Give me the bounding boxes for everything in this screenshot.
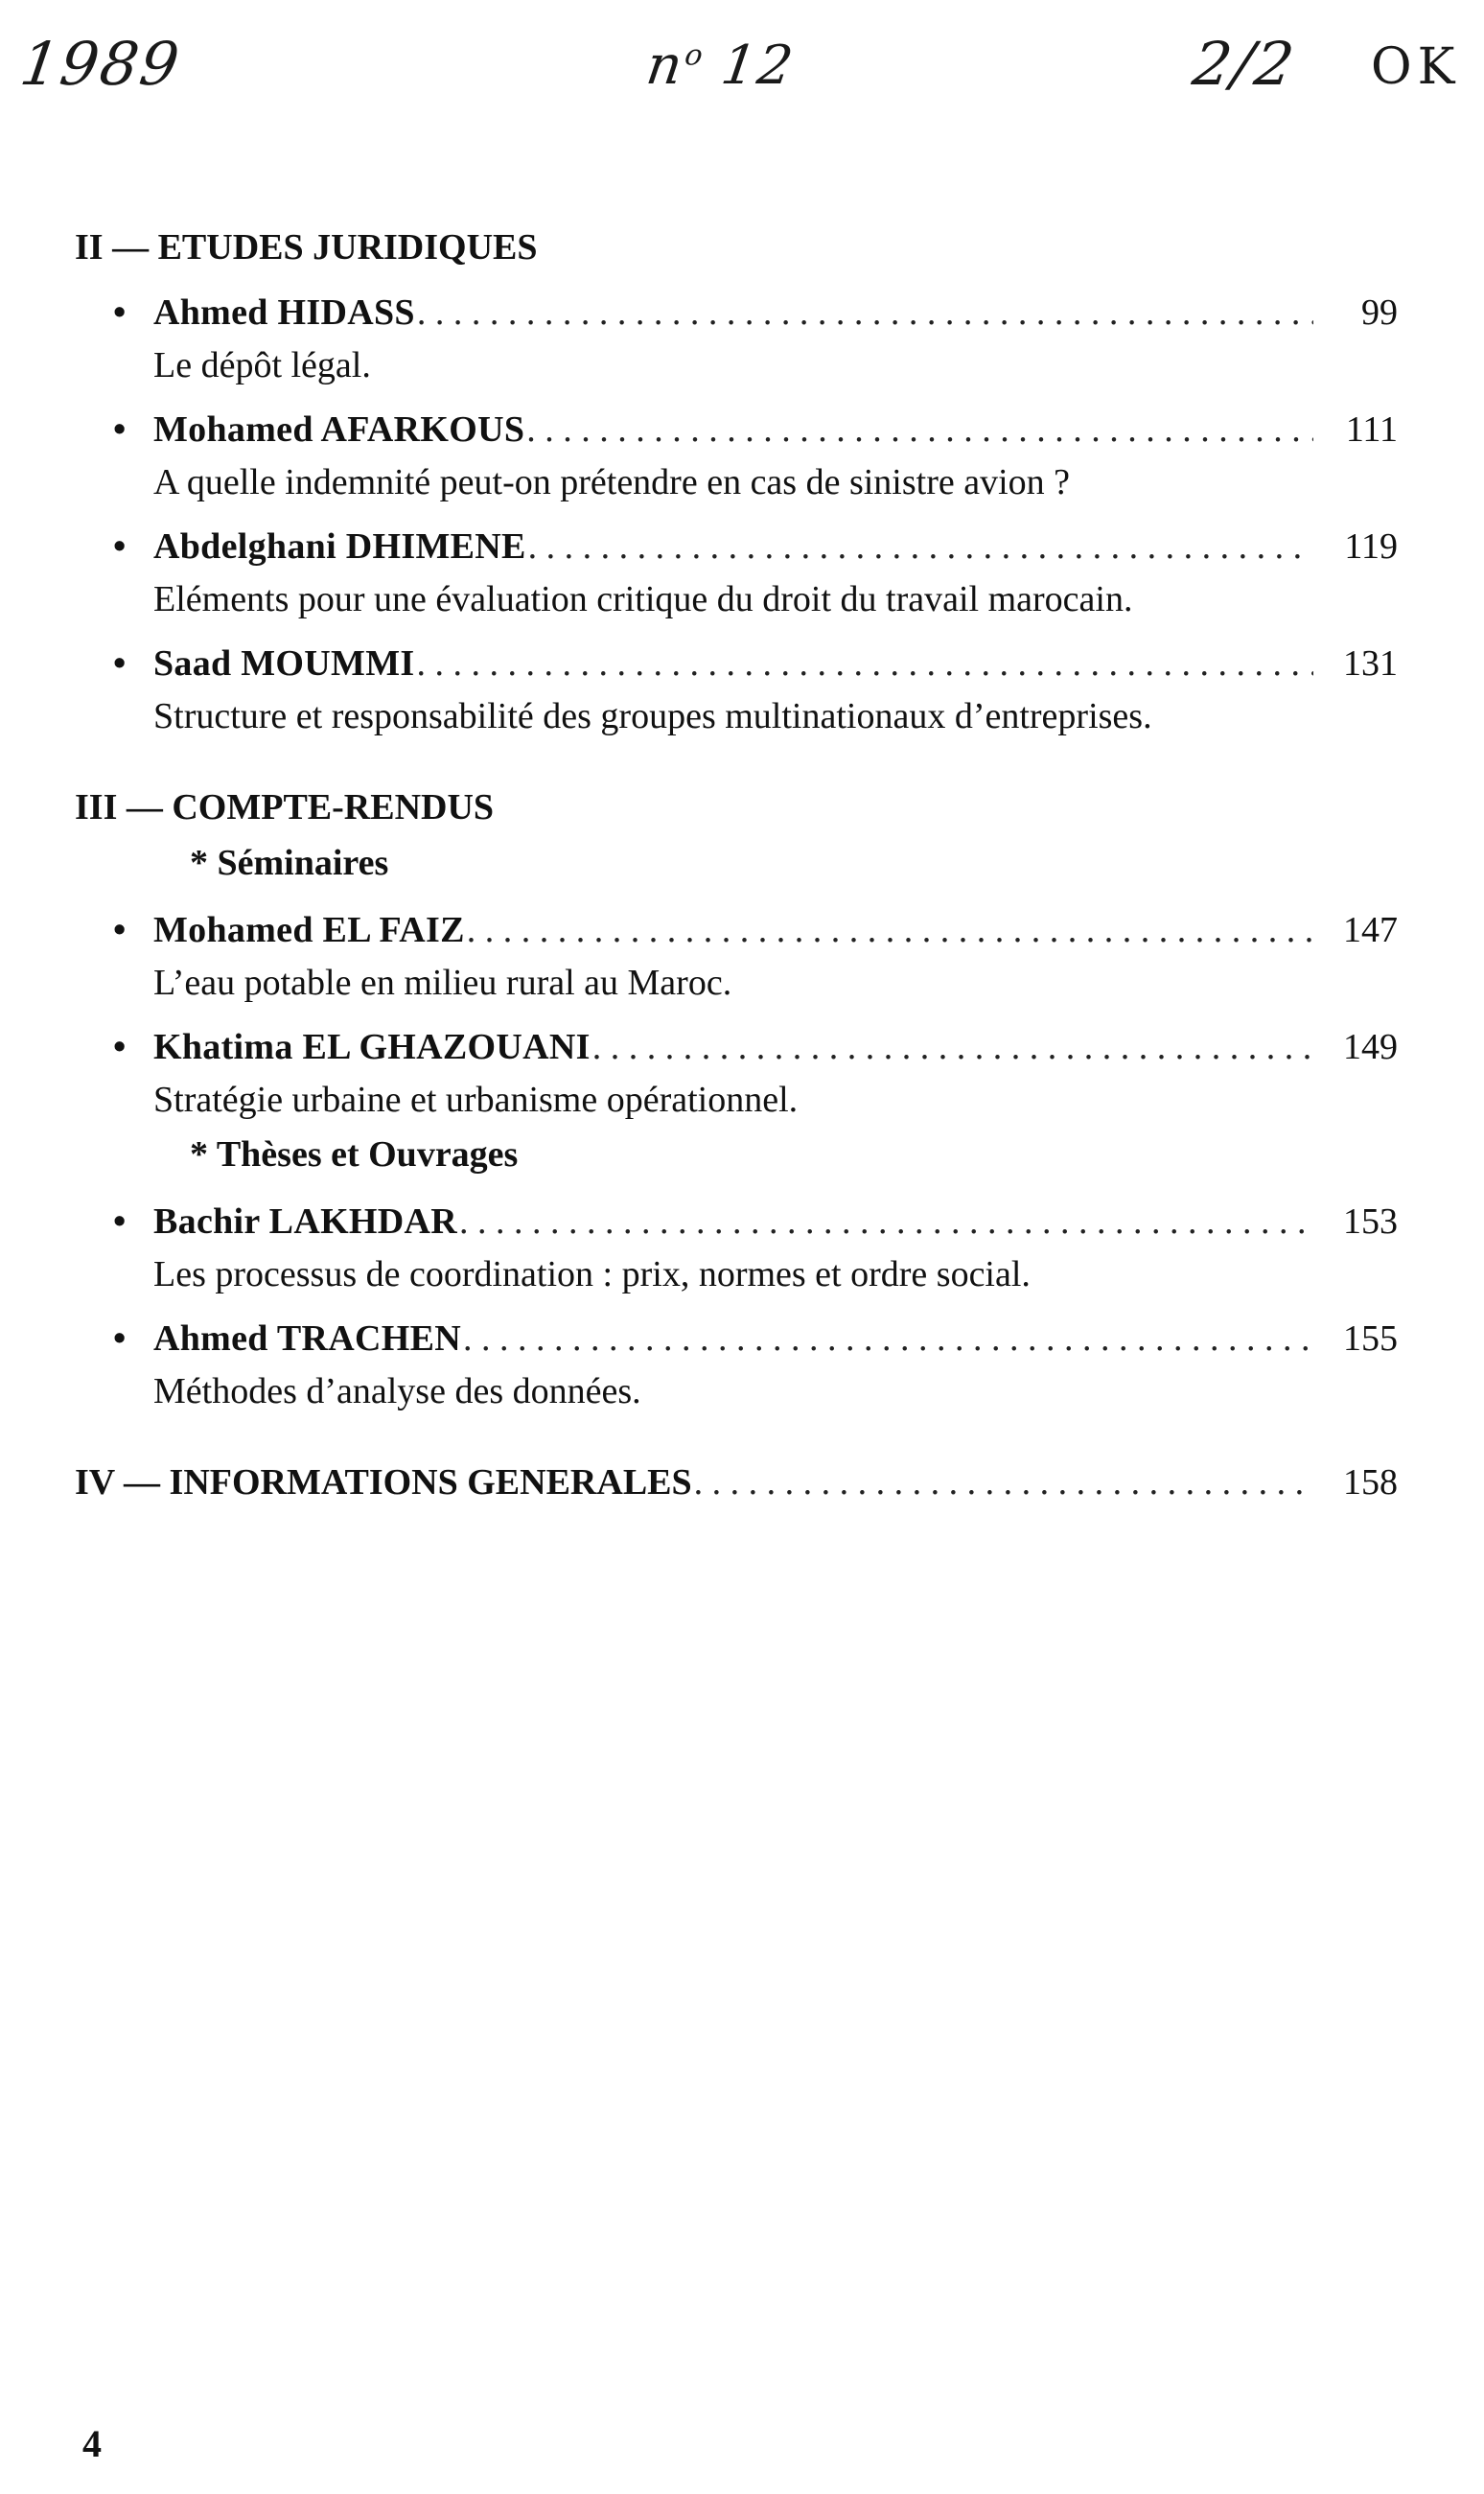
dot-leader — [417, 286, 1313, 339]
handwritten-issue-number — [642, 35, 798, 97]
bullet-icon: • — [113, 910, 127, 950]
handwritten-issue-sup: o — [683, 38, 707, 73]
bullet-icon: • — [113, 1318, 127, 1359]
dot-leader — [416, 637, 1313, 690]
entry-author: Khatima EL GHAZOUANI — [153, 1027, 591, 1067]
bullet-icon: • — [113, 409, 127, 450]
entry-description: Stratégie urbaine et urbanisme opérationnel. — [153, 1080, 799, 1120]
entry-author: Mohamed AFARKOUS — [153, 409, 525, 450]
entry-page: 155 — [1343, 1318, 1398, 1359]
entry-page: 119 — [1344, 526, 1398, 567]
entry-page: 131 — [1343, 643, 1398, 684]
dot-leader — [467, 903, 1313, 957]
dot-leader — [592, 1020, 1313, 1074]
subheading-seminaires: * Séminaires — [190, 843, 389, 883]
section-title-compte-rendus: III — COMPTE-RENDUS — [75, 787, 495, 827]
toc-entry — [75, 286, 1398, 391]
table-of-contents — [75, 221, 1398, 1509]
entry-author: Mohamed EL FAIZ — [153, 910, 465, 950]
entry-page: 99 — [1361, 292, 1398, 333]
dot-leader — [459, 1195, 1313, 1248]
bullet-icon: • — [113, 643, 127, 684]
entry-author: Ahmed TRACHEN — [153, 1318, 461, 1359]
section-title-etudes-juridiques: II — ETUDES JURIDIQUES — [75, 227, 538, 268]
toc-entry — [75, 1195, 1398, 1300]
section-informations-generales — [75, 1456, 1398, 1509]
dot-leader — [463, 1312, 1313, 1365]
toc-entry — [75, 637, 1398, 742]
entry-page: 158 — [1343, 1462, 1398, 1503]
bullet-icon: • — [113, 1027, 127, 1067]
handwritten-issue-prefix: n — [642, 35, 688, 97]
dot-leader — [528, 520, 1313, 573]
entry-page: 153 — [1343, 1201, 1398, 1242]
entry-description: Méthodes d’analyse des données. — [153, 1371, 641, 1411]
toc-entry — [75, 1020, 1398, 1126]
bullet-icon: • — [113, 526, 127, 567]
toc-entry — [75, 520, 1398, 625]
entry-description: A quelle indemnité peut-on prétendre en cas de sinistre avion ? — [153, 462, 1071, 502]
subheading-theses-ouvrages: * Thèses et Ouvrages — [190, 1134, 519, 1175]
entry-author: Abdelghani DHIMENE — [153, 526, 526, 567]
toc-entry — [75, 403, 1398, 508]
page-number: 4 — [82, 2422, 102, 2465]
entry-description: L’eau potable en milieu rural au Maroc. — [153, 963, 732, 1003]
entry-author: Ahmed HIDASS — [153, 292, 415, 333]
handwritten-ok: OK — [1371, 38, 1461, 96]
entry-description: Les processus de coordination : prix, normes et ordre social. — [153, 1254, 1031, 1294]
handwritten-pages: 2/2 — [1188, 29, 1300, 99]
entry-page: 149 — [1343, 1027, 1398, 1067]
handwritten-issue-digits: 12 — [717, 35, 799, 97]
entry-author: Saad MOUMMI — [153, 643, 415, 684]
entry-page: 147 — [1343, 910, 1398, 950]
dot-leader — [694, 1456, 1313, 1509]
entry-description: Eléments pour une évaluation critique du droit du travail marocain. — [153, 579, 1133, 619]
entry-page: 111 — [1345, 409, 1398, 450]
section-title-informations-generales: IV — INFORMATIONS GENERALES — [75, 1462, 692, 1503]
handwritten-year: 1989 — [15, 29, 185, 99]
bullet-icon: • — [113, 1201, 127, 1242]
toc-entry — [75, 1312, 1398, 1417]
entry-description: Structure et responsabilité des groupes multinationaux d’entreprises. — [153, 696, 1152, 736]
entry-description: Le dépôt légal. — [153, 345, 371, 385]
dot-leader — [526, 403, 1313, 456]
toc-entry — [75, 903, 1398, 1009]
bullet-icon: • — [113, 292, 127, 333]
entry-author: Bachir LAKHDAR — [153, 1201, 458, 1242]
